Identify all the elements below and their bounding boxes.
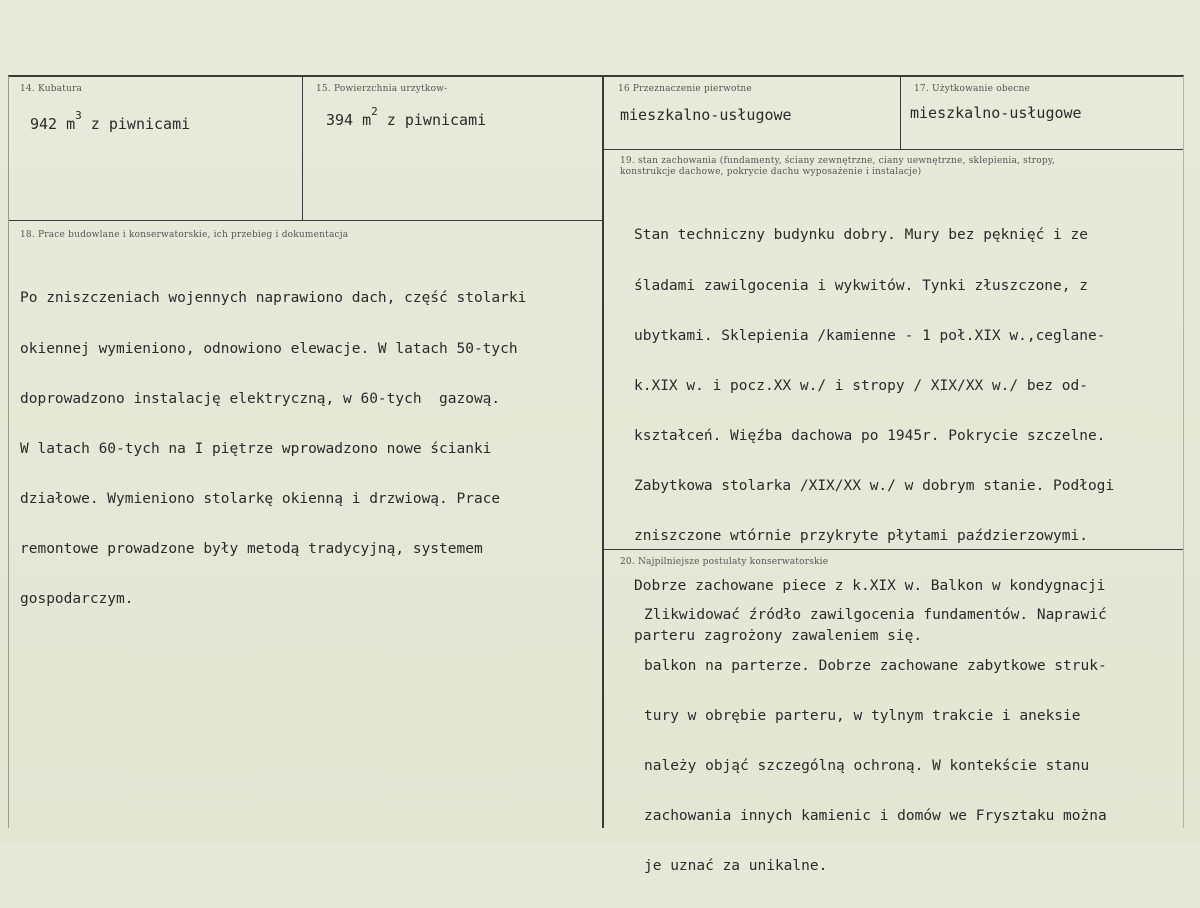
postulaty-line: balkon na parterze. Dobrze zachowane zabytkowe struk- [644,657,1107,674]
top-rule [8,75,1184,77]
stan-line: Stan techniczny budynku dobry. Mury bez pęknięć i ze [634,227,1088,244]
stan-line: k.XIX w. i pocz.XX w./ i stropy / XIX/XX w./ bez od- [634,377,1088,394]
powierzchnia-exponent: 2 [371,105,378,118]
stan-line: zniszczone wtórnie przykryte płytami paździerzowymi. [634,528,1088,545]
stan-line: kształceń. Więźba dachowa po 1945r. Pokrycie szczelne. [634,427,1106,444]
postulaty-line: tury w obrębie parteru, w tylnym trakcie i aneksie [644,707,1081,724]
prace-line: remontowe prowadzone były metodą tradycyjną, systemem [20,540,483,557]
divider-14-15 [302,76,303,220]
postulaty-label: 20. Najpilniejsze postulaty konserwatorskie [620,557,829,567]
uzytkowanie-label: 17. Użytkowanie obecne [914,84,1031,94]
stan-line: ubytkami. Sklepienia /kamienne - 1 poł.XIX w.,ceglane- [634,327,1106,344]
center-divider [602,76,604,828]
kubatura-number: 942 m [30,115,76,133]
postulaty-line: zachowania innych kamienic i domów we Frysztaku można [644,807,1107,824]
prace-line: okiennej wymieniono, odnowiono elewacje. W latach 50-tych [20,340,518,357]
prace-label: 18. Prace budowlane i konserwatorskie, ich przebieg i dokumentacja [20,230,349,240]
postulaty-line: Zlikwidować źródło zawilgocenia fundamentów. Naprawić [644,607,1107,624]
prace-line: doprowadzono instalację elektryczną, w 60-tych gazową. [20,390,501,407]
stan-line: parteru zagrożony zawaleniem się. [634,628,923,645]
kubatura-label: 14. Kubatura [20,84,83,94]
kubatura-suffix: z piwnicami [81,115,191,133]
powierzchnia-value [326,105,487,129]
postulaty-line: je uznać za unikalne. [644,857,828,874]
powierzchnia-suffix: z piwnicami [377,111,487,129]
prace-line: gospodarczym. [20,591,134,608]
powierzchnia-number: 394 m [326,111,372,129]
prace-line: działowe. Wymieniono stolarkę okienną i drzwiową. Prace [20,490,501,507]
uzytkowanie-value: mieszkalno-usługowe [910,104,1082,122]
divider-row-right [603,149,1183,150]
divider-16-17 [900,76,901,150]
stan-line: Dobrze zachowane piece z k.XIX w. Balkon w kondygnacji [634,578,1106,595]
stan-label-line1: 19. stan zachowania (fundamenty, ściany zewnętrzne, ciany uewnętrzne, sklepienia, stropy, [620,156,1056,166]
prace-line: W latach 60-tych na I piętrze wprowadzono nowe ścianki [20,440,492,457]
left-edge [8,76,9,828]
przeznaczenie-label: 16 Przeznaczenie pierwotne [618,84,752,94]
divider-row-left [8,220,604,221]
prace-line: Po zniszczeniach wojennych naprawiono dach, część stolarki [20,290,527,307]
kubatura-value [30,109,191,133]
stan-label-line2: konstrukcje dachowe, pokrycie dachu wyposażenie i instalacje) [620,167,922,177]
stan-line: Zabytkowa stolarka /XIX/XX w./ w dobrym stanie. Podłogi [634,477,1115,494]
postulaty-line: należy objąć szczególną ochroną. W kontekście stanu [644,757,1090,774]
prace-text [20,257,526,641]
powierzchnia-label: 15. Powierzchnia urzytkow- [316,84,448,94]
przeznaczenie-value: mieszkalno-usługowe [620,106,792,124]
right-edge [1183,76,1184,828]
kubatura-exponent: 3 [75,109,82,122]
stan-line: śladami zawilgocenia i wykwitów. Tynki złuszczone, z [634,277,1088,294]
postulaty-text [644,574,1107,908]
